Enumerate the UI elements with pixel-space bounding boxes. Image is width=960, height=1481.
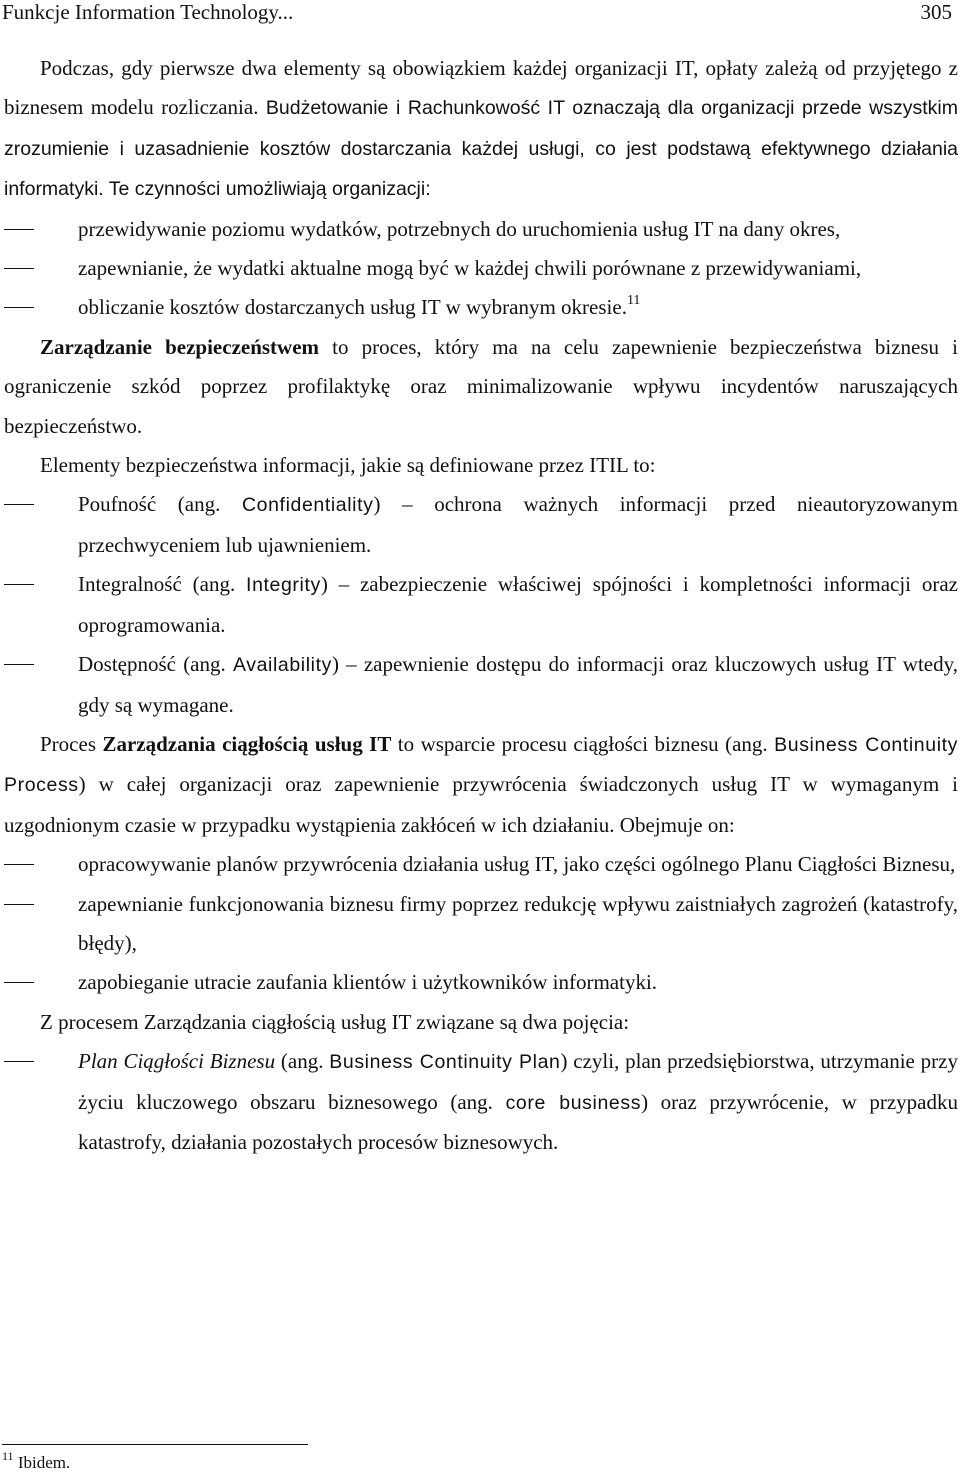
concept-english-term-2: core business: [505, 1091, 642, 1114]
security-term: Zarządzanie bezpieczeństwem: [40, 334, 320, 359]
list-item: [4, 249, 958, 288]
dash-bullet: [4, 664, 34, 665]
concept-part-a: (ang.: [275, 1049, 330, 1074]
element-description: ) – zapewnienie dostępu do informacji oraz kluczowych usług IT wtedy, gdy są wymagane.: [78, 652, 958, 717]
security-elements-list: [4, 485, 958, 724]
continuity-post: ) w całej organizacji oraz zapewnienie przywrócenia świadczonych usług IT w wymaganym i uzgodnionym czasie w przypadku wystąpienia zakłóceń w ich działaniu. Obejmuje on:: [4, 772, 958, 837]
paragraph-budgeting-text: Podczas, gdy pierwsze dwa elementy są obowiązkiem każdej organizacji IT, opłaty zależą od przyjętego z biznesem modelu rozliczania.: [4, 56, 958, 120]
dash-bullet: [4, 904, 34, 905]
continuity-mid: to wsparcie procesu ciągłości biznesu (ang.: [391, 731, 775, 756]
concepts-list: [4, 1042, 958, 1162]
continuity-english-term: Business Continuity Process: [4, 733, 958, 797]
list-item: [4, 485, 958, 565]
paragraph-security-elements: [4, 446, 958, 485]
security-definition: to proces, który ma na celu zapewnienie bezpieczeństwa biznesu i ograniczenie szkód poprzez profilaktykę oraz minimalizowanie wpływu incydentów naruszających bezpieczeństwo.: [4, 334, 958, 438]
list-item: [4, 210, 958, 249]
footnote-number: 11: [2, 1449, 14, 1463]
element-term: Integralność (ang.: [78, 572, 247, 597]
element-term: Dostępność (ang.: [78, 652, 233, 677]
concept-part-c: ) oraz przywrócenie, w przypadku katastrofy, działania pozostałych procesów biznesowych.: [78, 1089, 958, 1154]
paragraph-budgeting-sans-text: Budżetowanie i Rachunkowość IT oznaczają dla organizacji przede wszystkim zrozumienie i uzasadnienie kosztów dostarczania każdej usługi, co jest podstawą efektywnego działania informatyki. Te czynności umożliwiają organizacji:: [4, 97, 958, 201]
list-item: [4, 885, 958, 964]
list-item-text: przewidywanie poziomu wydatków, potrzebnych do uruchomienia usług IT na dany okres,: [78, 216, 841, 241]
dash-bullet: [4, 504, 34, 505]
element-description: ) – ochrona ważnych informacji przed nieautoryzowanym przechwyceniem lub ujawnieniem.: [78, 492, 958, 557]
list-item: [4, 845, 958, 884]
list-item-text: obliczanie kosztów dostarczanych usług IT w wybranym okresie.: [78, 295, 627, 320]
continuity-pre: Proces: [40, 731, 103, 756]
running-header: [0, 0, 960, 26]
dash-bullet: [4, 307, 34, 308]
two-concepts-text: Z procesem Zarządzania ciągłością usług IT związane są dwa pojęcia:: [40, 1009, 630, 1034]
paragraph-continuity: [4, 725, 958, 845]
list-item: [4, 963, 958, 1002]
dash-bullet: [4, 864, 34, 865]
dash-bullet: [4, 584, 34, 585]
list-item-text: zapewnianie funkcjonowania biznesu firmy poprzez redukcję wpływu zaistniałych zagrożeń (katastrofy, błędy),: [78, 891, 958, 955]
list-item: [4, 288, 958, 327]
element-english-term: Confidentiality: [241, 494, 374, 517]
element-english-term: Integrity: [246, 574, 321, 597]
paragraph-budgeting: [4, 49, 958, 210]
paragraph-security: [4, 328, 958, 446]
list-item-text: zapewnianie, że wydatki aktualne mogą być w każdej chwili porównane z przewidywaniami,: [78, 256, 862, 281]
concept-english-term: Business Continuity Plan: [329, 1051, 561, 1074]
element-term: Poufność (ang.: [78, 492, 242, 517]
dash-bullet: [4, 1061, 34, 1062]
footnote-rule: [2, 1444, 308, 1445]
footnote-reference: 11: [626, 293, 641, 309]
continuity-list: [4, 845, 958, 1003]
budgeting-list: [4, 210, 958, 328]
continuity-term: Zarządzania ciągłością usług IT: [102, 731, 392, 756]
list-item: [4, 645, 958, 725]
running-header-title: Funkcje Information Technology...: [2, 0, 294, 24]
page-number: 305: [920, 0, 952, 24]
element-description: ) – zabezpieczenie właściwej spójności i kompletności informacji oraz oprogramowania.: [78, 572, 958, 637]
dash-bullet: [4, 229, 34, 230]
list-item-text: opracowywanie planów przywrócenia działania usług IT, jako części ogólnego Planu Ciągłości Biznesu,: [78, 852, 956, 877]
list-item-text: zapobieganie utracie zaufania klientów i użytkowników informatyki.: [78, 970, 658, 995]
security-elements-text: Elementy bezpieczeństwa informacji, jakie są definiowane przez ITIL to:: [40, 453, 656, 478]
dash-bullet: [4, 982, 34, 983]
dash-bullet: [4, 268, 34, 269]
footnote: [2, 1449, 71, 1474]
footnote-text: Ibidem.: [17, 1453, 71, 1472]
list-item: [4, 1042, 958, 1162]
list-item: [4, 565, 958, 645]
concept-part-b: ) czyli, plan przedsiębiorstwa, utrzymanie przy życiu kluczowego obszaru biznesowego (ang.: [78, 1049, 958, 1114]
concept-term: Plan Ciągłości Biznesu: [78, 1049, 276, 1074]
paragraph-two-concepts: [4, 1003, 958, 1042]
element-english-term: Availability: [232, 654, 332, 677]
page-body: [4, 49, 958, 1162]
